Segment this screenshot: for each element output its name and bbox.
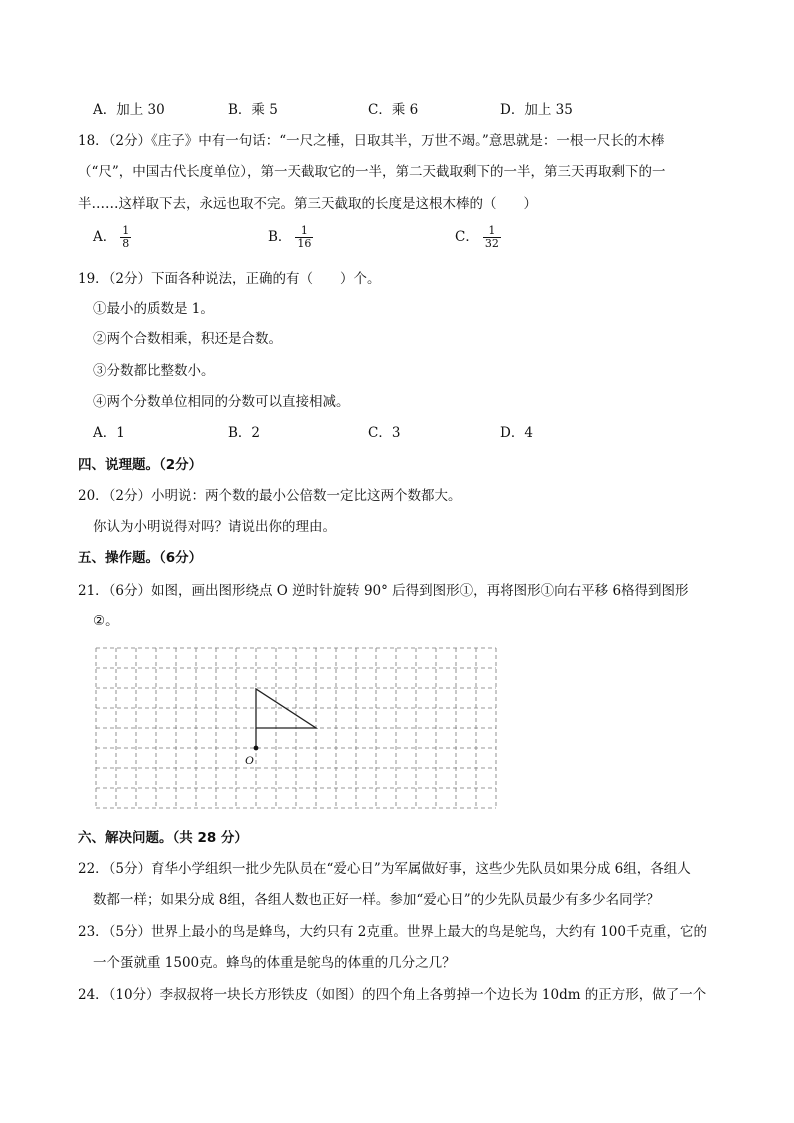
q23-stem-line1: 23．（5分）世界上最小的鸟是蜂鸟，大约只有 2克重。世界上最大的鸟是鸵鸟，大约有 100千克重，它的 bbox=[78, 924, 707, 940]
q17-option-d: D．加上 35 bbox=[500, 102, 573, 118]
q22-stem-line1: 22．（5分）育华小学组织一批少先队员在“爱心日”为军属做好事，这些少先队员如果分成 6组，各组人 bbox=[78, 861, 691, 877]
q23-stem-line2: 一个蛋就重 1500克。蜂鸟的体重是鸵鸟的体重的几分之几？ bbox=[93, 955, 456, 971]
q18-option-b bbox=[268, 225, 313, 250]
fraction bbox=[295, 225, 313, 250]
numerator: 1 bbox=[300, 224, 308, 237]
q19-option-d: D．4 bbox=[500, 425, 533, 441]
numerator: 1 bbox=[122, 224, 130, 237]
denominator: 32 bbox=[484, 237, 499, 250]
denominator: 16 bbox=[297, 237, 312, 250]
q18-option-a bbox=[93, 225, 131, 250]
q21-stem-line1: 21．（6分）如图，画出图形绕点 O 逆时针旋转 90° 后得到图形①，再将图形①向右平移 6格得到图形 bbox=[78, 583, 689, 599]
q19-item-1: ①最小的质数是 1。 bbox=[93, 301, 214, 317]
q18-option-b-label: B． bbox=[268, 229, 292, 245]
q17-option-a: A．加上 30 bbox=[93, 102, 165, 118]
q17-option-c: C．乘 6 bbox=[368, 102, 419, 118]
q19-stem: 19．（2分）下面各种说法，正确的有（ ）个。 bbox=[78, 271, 381, 287]
q19-item-3: ③分数都比整数小。 bbox=[93, 363, 215, 379]
q20-stem-line2: 你认为小明说得对吗？请说出你的理由。 bbox=[93, 519, 336, 535]
q18-option-a-label: A． bbox=[93, 229, 117, 245]
q19-option-b: B．2 bbox=[228, 425, 261, 441]
section-6-heading: 六、解决问题。（共 28 分） bbox=[78, 830, 248, 846]
q24-stem-line1: 24．（10分）李叔叔将一块长方形铁皮（如图）的四个角上各剪掉一个边长为 10dm 的正方形，做了一个 bbox=[78, 987, 707, 1003]
q18-stem-line3: 半……这样取下去，永远也取不完。第三天截取的长度是这根木棒的（ ） bbox=[78, 196, 537, 212]
q21-stem-line2: ②。 bbox=[93, 613, 119, 629]
rotation-grid-figure bbox=[95, 646, 497, 810]
q18-option-c-label: C． bbox=[455, 229, 479, 245]
q19-item-2: ②两个合数相乘，积还是合数。 bbox=[93, 331, 282, 347]
fraction bbox=[120, 225, 131, 250]
triangle-flag bbox=[256, 689, 316, 728]
q18-option-c bbox=[455, 225, 501, 250]
q19-item-4: ④两个分数单位相同的分数可以直接相减。 bbox=[93, 394, 350, 410]
numerator: 1 bbox=[488, 224, 496, 237]
rotation-point bbox=[254, 746, 259, 751]
point-o-label: O bbox=[245, 753, 254, 767]
section-5-heading: 五、操作题。（6分） bbox=[78, 550, 203, 566]
q19-option-c: C．3 bbox=[368, 425, 401, 441]
denominator: 8 bbox=[122, 237, 130, 250]
q19-option-a: A．1 bbox=[93, 425, 125, 441]
q20-stem-line1: 20．（2分）小明说：两个数的最小公倍数一定比这两个数都大。 bbox=[78, 488, 462, 504]
section-4-heading: 四、说理题。（2分） bbox=[78, 457, 203, 473]
q18-stem-line1: 18．（2分）《庄子》中有一句话：“一尺之棰，日取其半，万世不竭。”意思就是：一根一尺长的木棒 bbox=[78, 133, 665, 149]
q22-stem-line2: 数都一样；如果分成 8组，各组人数也正好一样。参加“爱心日”的少先队员最少有多少名同学？ bbox=[93, 892, 660, 908]
fraction bbox=[483, 225, 501, 250]
q18-stem-line2: （“尺”，中国古代长度单位），第一天截取它的一半，第二天截取剩下的一半，第三天再取剩下的一 bbox=[78, 164, 666, 180]
q17-option-b: B．乘 5 bbox=[228, 102, 278, 118]
